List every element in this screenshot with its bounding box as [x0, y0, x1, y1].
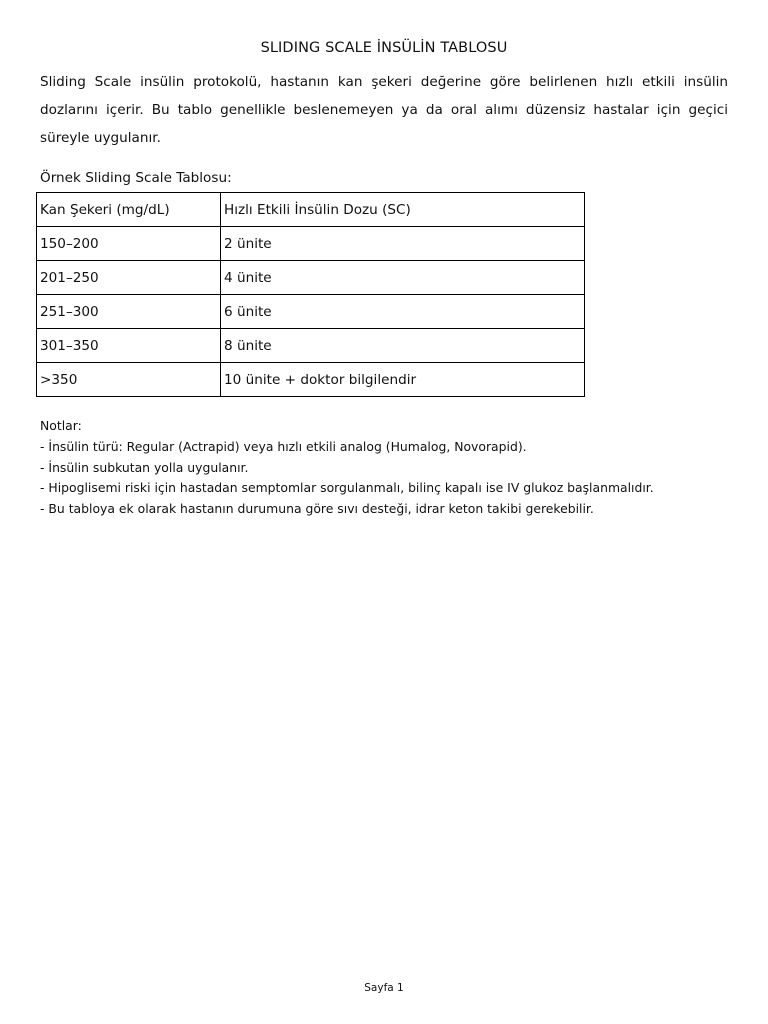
- insulin-dose-cell: 10 ünite + doktor bilgilendir: [221, 363, 585, 397]
- table-header-row: [37, 193, 585, 227]
- insulin-dose-cell: 2 ünite: [221, 227, 585, 261]
- glucose-range-cell: 150–200: [37, 227, 221, 261]
- insulin-dose-cell: 6 ünite: [221, 295, 585, 329]
- table-row: [37, 329, 585, 363]
- notes-heading: Notlar:: [40, 418, 82, 433]
- note-item: - İnsülin subkutan yolla uygulanır.: [40, 459, 249, 475]
- page-footer: Sayfa 1: [364, 982, 404, 994]
- glucose-range-cell: >350: [37, 363, 221, 397]
- table-row: [37, 227, 585, 261]
- notes-section: [40, 416, 740, 520]
- glucose-range-cell: 201–250: [37, 261, 221, 295]
- header-cell-insulin-dose: Hızlı Etkili İnsülin Dozu (SC): [221, 193, 585, 227]
- table-row: [37, 295, 585, 329]
- note-item: - Bu tabloya ek olarak hastanın durumuna göre sıvı desteği, idrar keton takibi gerekebilir.: [40, 501, 594, 517]
- glucose-range-cell: 301–350: [37, 329, 221, 363]
- note-item: - İnsülin türü: Regular (Actrapid) veya hızlı etkili analog (Humalog, Novorapid).: [40, 438, 527, 454]
- header-cell-blood-glucose: Kan Şekeri (mg/dL): [37, 193, 221, 227]
- note-item: - Hipoglisemi riski için hastadan semptomlar sorgulanmalı, bilinç kapalı ise IV glukoz başlanmalıdır.: [40, 480, 654, 496]
- table-row: [37, 261, 585, 295]
- document-title: SLIDING SCALE İNSÜLİN TABLOSU: [260, 40, 508, 56]
- insulin-dose-cell: 4 ünite: [221, 261, 585, 295]
- insulin-dose-cell: 8 ünite: [221, 329, 585, 363]
- glucose-range-cell: 251–300: [37, 295, 221, 329]
- table-caption: Örnek Sliding Scale Tablosu:: [40, 170, 232, 186]
- sliding-scale-table: [36, 192, 585, 397]
- intro-paragraph: Sliding Scale insülin protokolü, hastanın kan şekeri değerine göre belirlenen hızlı etkili insülin dozlarını içerir. Bu tablo genellikle beslenemeyen ya da oral alımı düzensiz hastalar için geçici süreyle uygulanır.: [40, 74, 728, 146]
- table-row: [37, 363, 585, 397]
